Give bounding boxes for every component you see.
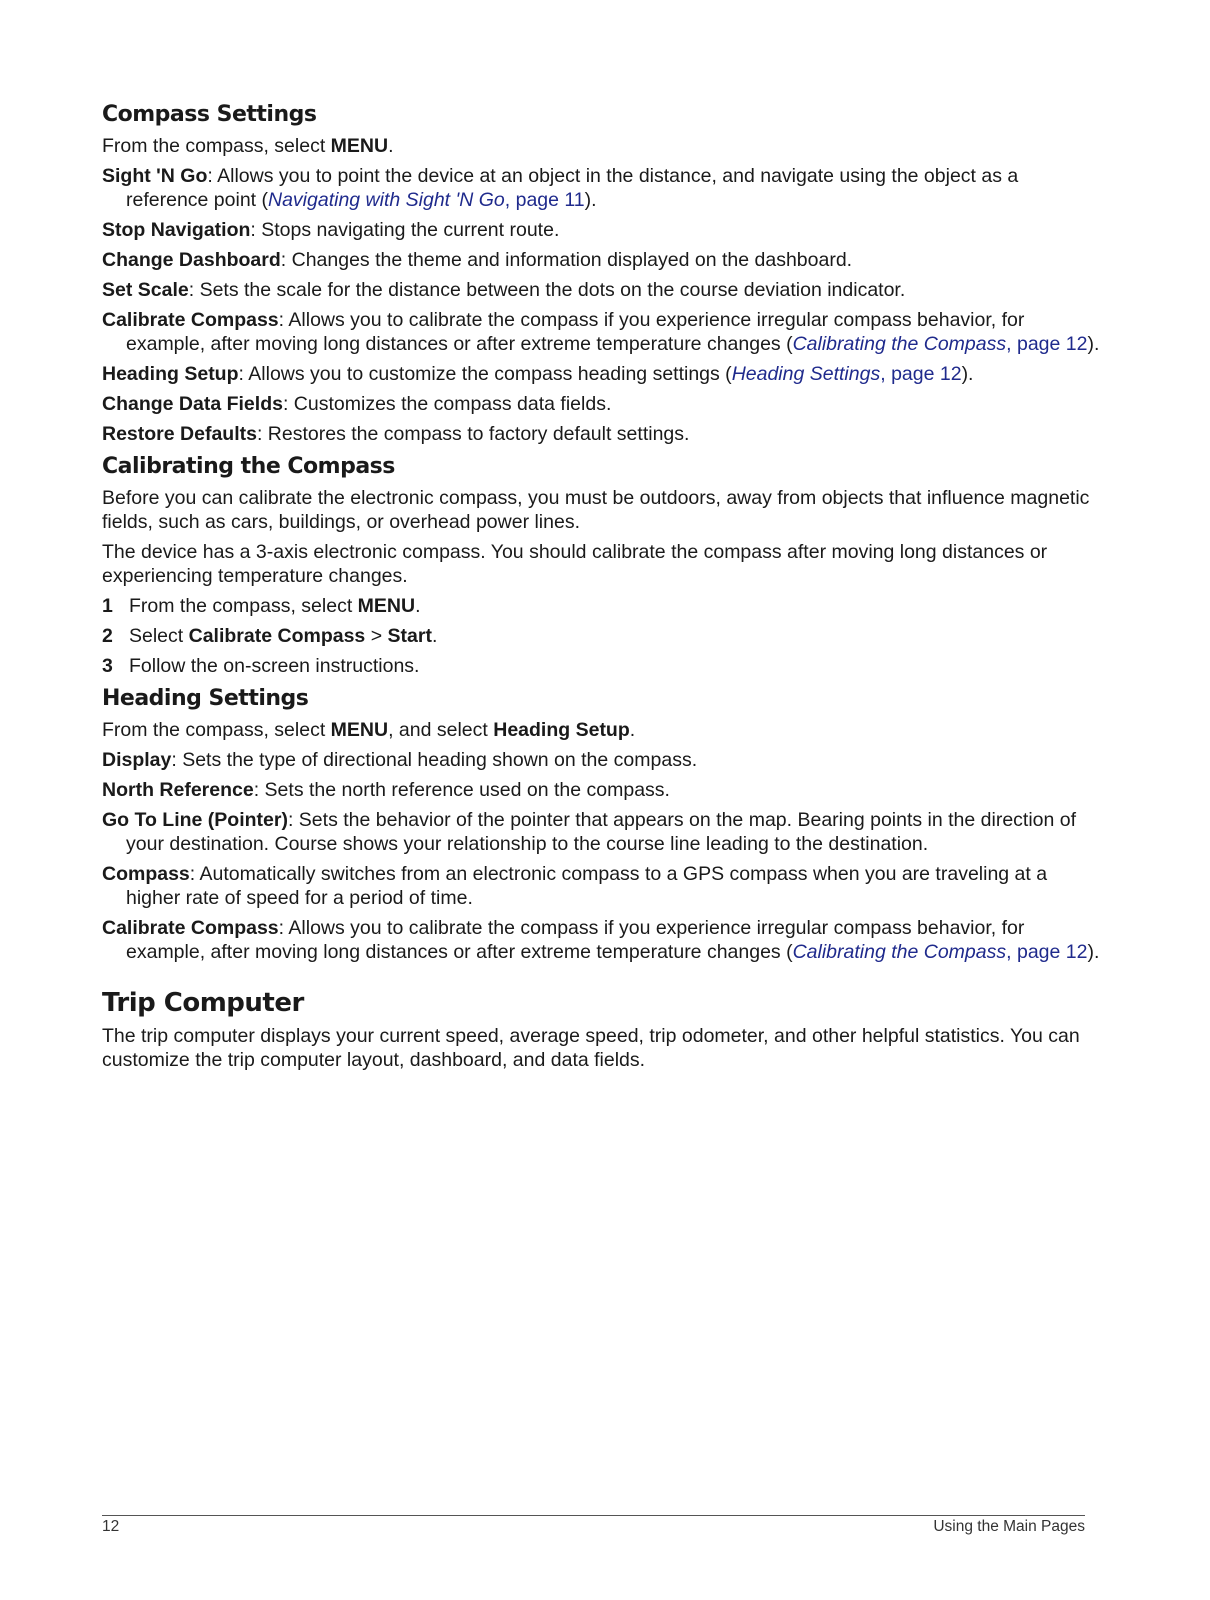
calibrating-para-1: Before you can calibrate the electronic compass, you must be outdoors, away from objects that influence magnetic fields, such as cars, buildings, or overhead power lines. bbox=[102, 487, 1090, 533]
xref-navigating-sight-n-go[interactable]: Navigating with Sight 'N Go, page 11 bbox=[268, 189, 585, 211]
def-term: Calibrate Compass bbox=[102, 917, 279, 939]
def-stop-navigation: Stop Navigation: Stops navigating the current route. bbox=[102, 219, 560, 241]
calibrating-step-3 bbox=[102, 654, 1102, 678]
def-restore-defaults: Restore Defaults: Restores the compass to factory default settings. bbox=[102, 423, 690, 445]
calibrating-heading: Calibrating the Compass bbox=[102, 454, 395, 479]
trip-computer-heading: Trip Computer bbox=[102, 988, 304, 1018]
def-term: Change Dashboard bbox=[102, 249, 281, 271]
document-page bbox=[102, 100, 1102, 1078]
calibrating-para-2: The device has a 3-axis electronic compass. You should calibrate the compass after moving long distances or experiencing temperature changes. bbox=[102, 541, 1048, 587]
heading-settings-heading: Heading Settings bbox=[102, 686, 309, 711]
step-text: From the compass, select MENU. bbox=[129, 595, 421, 617]
def-compass: Compass: Automatically switches from an electronic compass to a GPS compass when you are traveling at a higher rate of speed for a period of time. bbox=[102, 863, 1048, 909]
def-calibrate-compass: Calibrate Compass: Allows you to calibrate the compass if you experience irregular compass behavior, for example, after moving long distances or after extreme temperature changes (Calibrating the Compass, page 12). bbox=[102, 309, 1100, 355]
def-term: Calibrate Compass bbox=[102, 309, 279, 331]
def-term: Display bbox=[102, 749, 172, 771]
trip-computer-para: The trip computer displays your current speed, average speed, trip odometer, and other helpful statistics. You can customize the trip computer layout, dashboard, and data fields. bbox=[102, 1025, 1080, 1071]
def-term: Compass bbox=[102, 863, 190, 885]
def-term: North Reference bbox=[102, 779, 254, 801]
calibrating-step-1 bbox=[102, 594, 1102, 618]
calibrating-step-2 bbox=[102, 624, 1102, 648]
page-footer bbox=[102, 1515, 1085, 1536]
def-change-data-fields: Change Data Fields: Customizes the compass data fields. bbox=[102, 393, 612, 415]
step-text: Select Calibrate Compass > Start. bbox=[129, 625, 438, 647]
def-change-dashboard: Change Dashboard: Changes the theme and information displayed on the dashboard. bbox=[102, 249, 853, 271]
step-text: Follow the on-screen instructions. bbox=[129, 655, 420, 677]
def-calibrate-compass-2: Calibrate Compass: Allows you to calibrate the compass if you experience irregular compass behavior, for example, after moving long distances or after extreme temperature changes (Calibrating the Compass, page 12). bbox=[102, 917, 1100, 963]
def-display: Display: Sets the type of directional heading shown on the compass. bbox=[102, 749, 698, 771]
def-term: Go To Line (Pointer) bbox=[102, 809, 288, 831]
page-number: 12 bbox=[102, 1518, 120, 1535]
def-term: Set Scale bbox=[102, 279, 189, 301]
def-heading-setup: Heading Setup: Allows you to customize the compass heading settings (Heading Settings, page 12). bbox=[102, 363, 974, 385]
heading-settings-intro: From the compass, select MENU, and select Heading Setup. bbox=[102, 719, 636, 741]
menu-key: MENU bbox=[330, 135, 389, 157]
xref-calibrating-compass[interactable]: Calibrating the Compass, page 12 bbox=[792, 333, 1088, 355]
footer-section-title: Using the Main Pages bbox=[933, 1518, 1085, 1535]
def-north-reference: North Reference: Sets the north reference used on the compass. bbox=[102, 779, 670, 801]
xref-heading-settings[interactable]: Heading Settings, page 12 bbox=[731, 363, 962, 385]
def-go-to-line: Go To Line (Pointer): Sets the behavior of the pointer that appears on the map. Bearing points in the direction of your destination. Course shows your relationship to the course line leading to the destination. bbox=[102, 809, 1077, 855]
def-term: Sight 'N Go bbox=[102, 165, 208, 187]
def-set-scale: Set Scale: Sets the scale for the distance between the dots on the course deviation indicator. bbox=[102, 279, 906, 301]
step-number: 3 bbox=[102, 655, 113, 677]
xref-calibrating-compass-2[interactable]: Calibrating the Compass, page 12 bbox=[792, 941, 1088, 963]
def-term: Change Data Fields bbox=[102, 393, 283, 415]
compass-settings-heading: Compass Settings bbox=[102, 102, 317, 127]
def-term: Stop Navigation bbox=[102, 219, 251, 241]
def-term: Restore Defaults bbox=[102, 423, 257, 445]
def-sight-n-go: Sight 'N Go: Allows you to point the device at an object in the distance, and navigate using the object as a reference point (Navigating with Sight 'N Go, page 11). bbox=[102, 165, 1019, 211]
compass-settings-intro: From the compass, select MENU. bbox=[102, 135, 394, 157]
def-term: Heading Setup bbox=[102, 363, 239, 385]
step-number: 2 bbox=[102, 625, 113, 647]
step-number: 1 bbox=[102, 595, 113, 617]
